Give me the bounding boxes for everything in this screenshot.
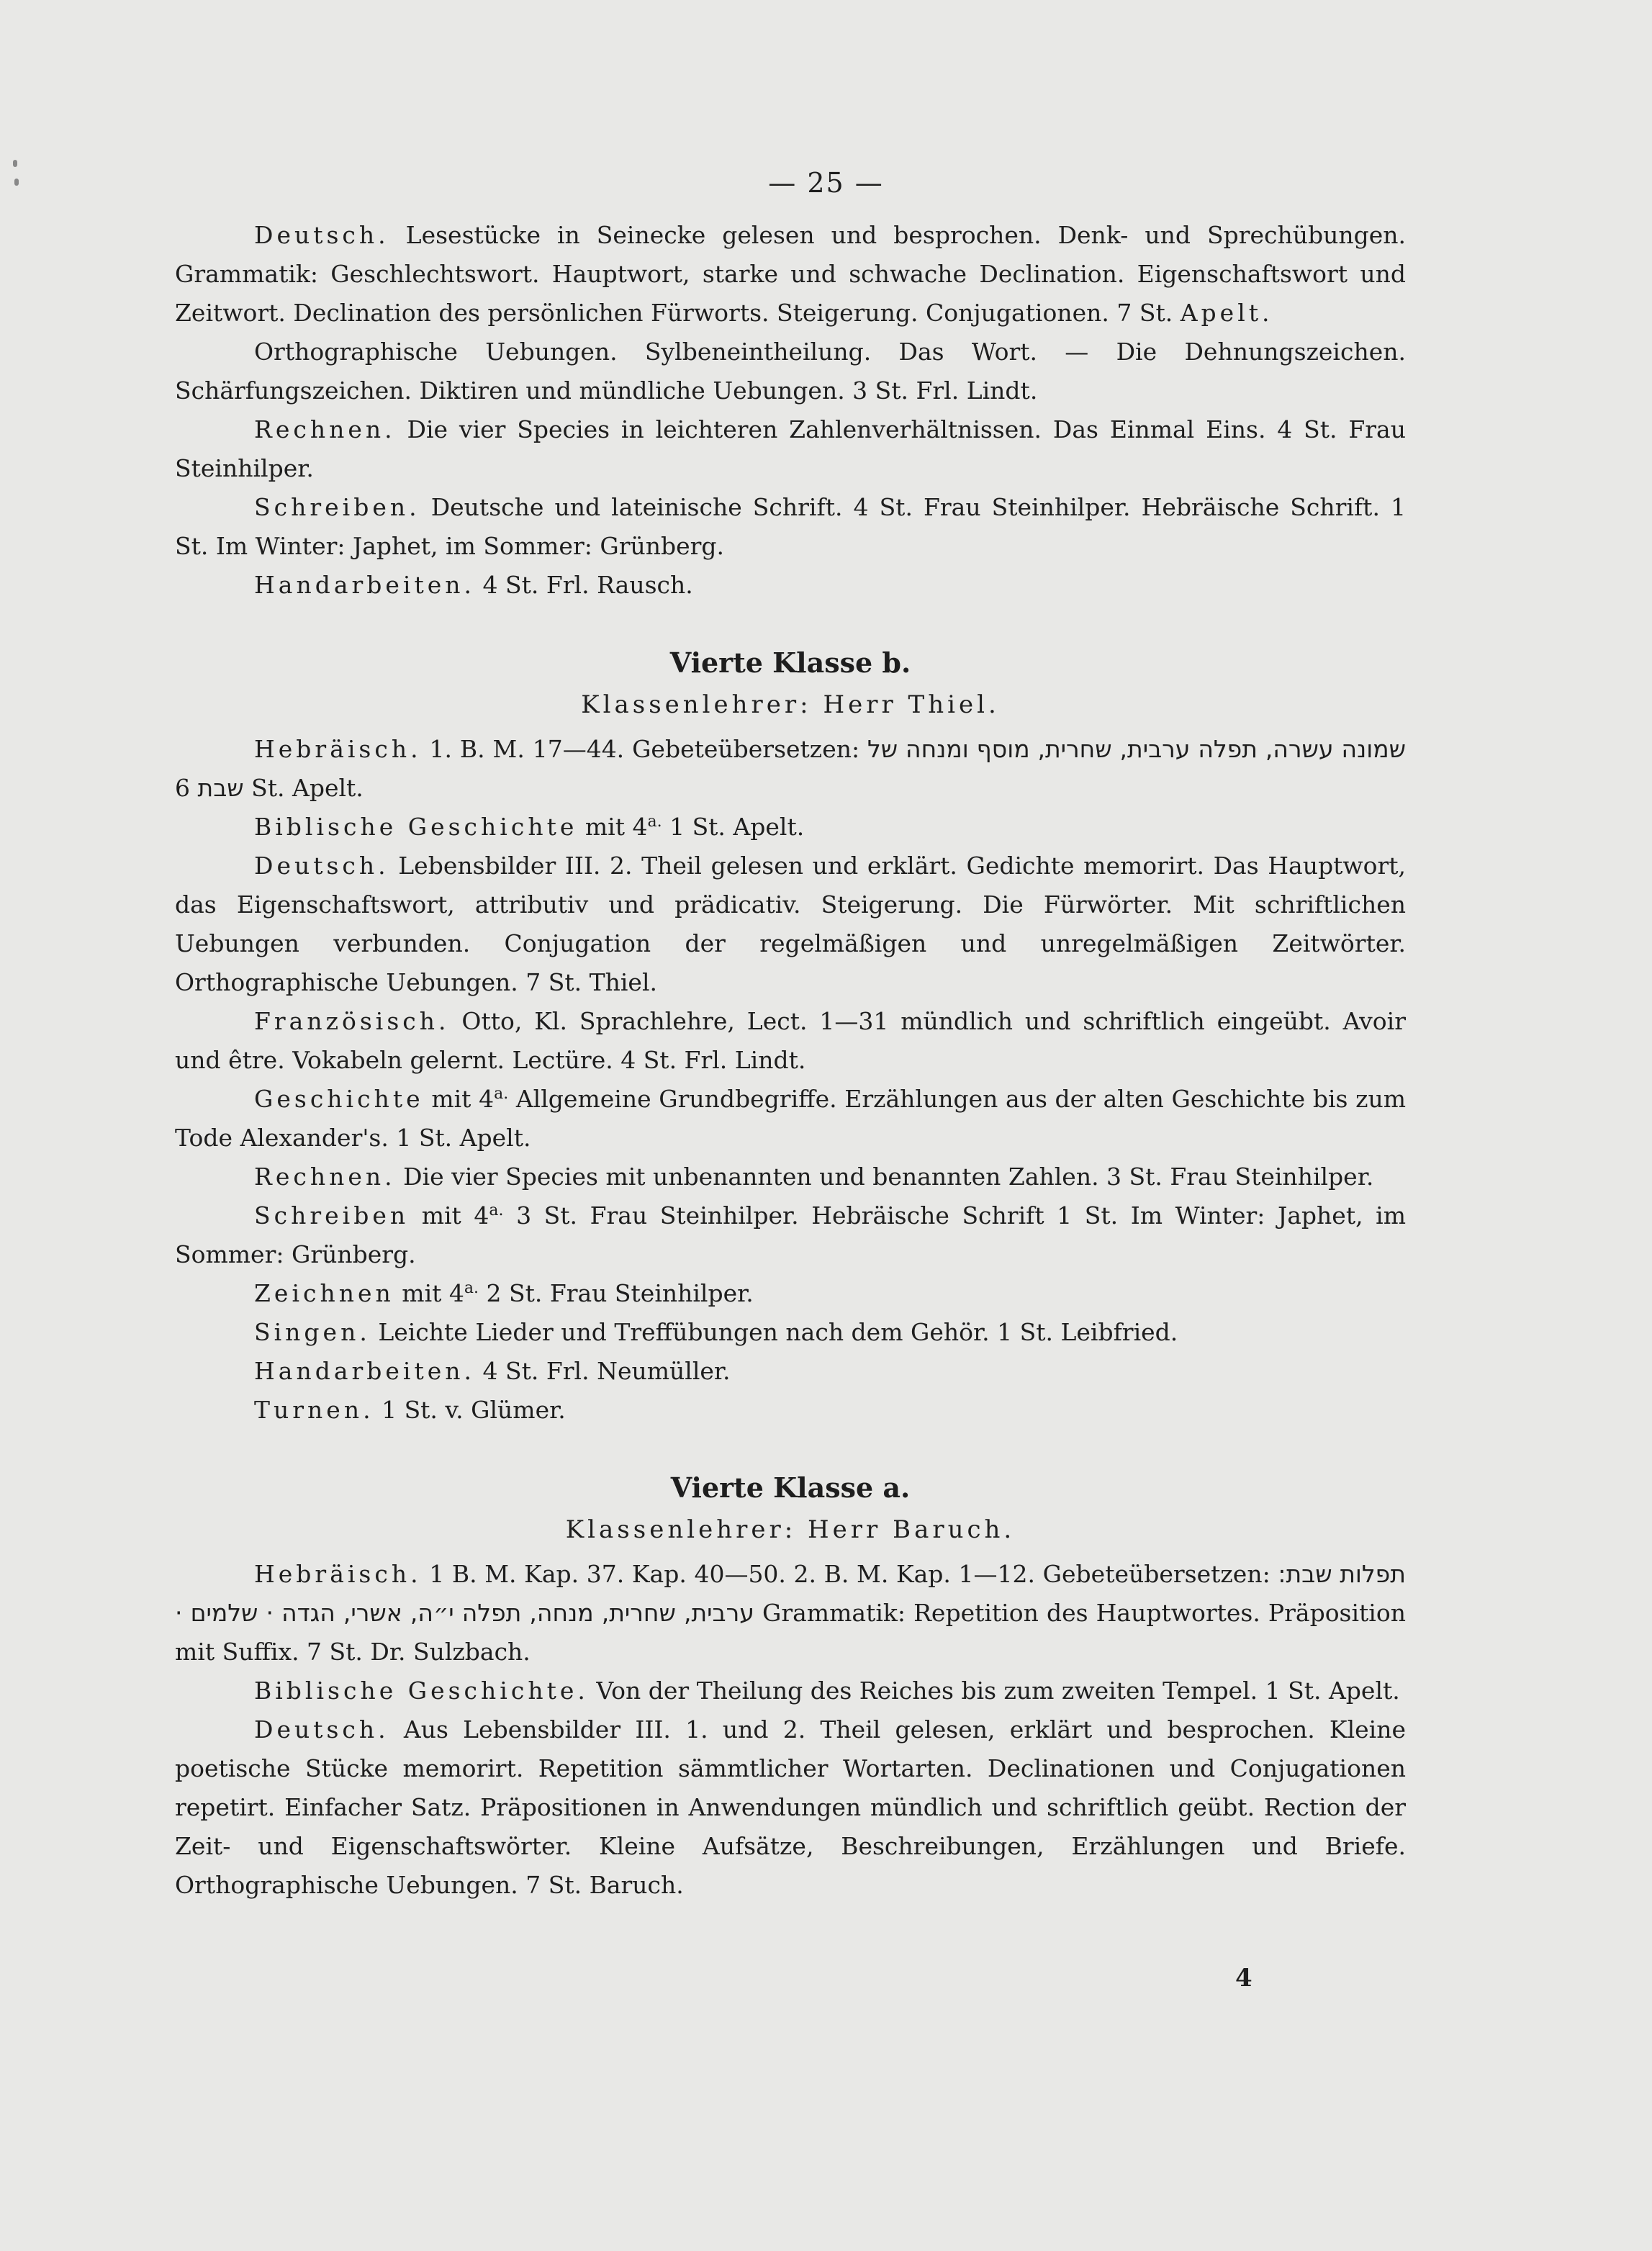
paragraph-deutsch [175,216,1406,333]
paragraph-text: Aus Lebensbilder III. 1. und 2. Theil gelesen, erklärt und besprochen. Kleine poetische Stücke memorirt. Repetition sämmtlicher Wortarten. Declinationen und Conjugationen repetirt. Einfacher Satz. Präpositionen in Anwendungen mündlich und schriftlich geübt. Rection der Zeit- und Eigenschaftswörter. Kleine Aufsätze, Beschreibungen, Erzählungen und Briefe. Orthographische Uebungen. 7 St. Baruch. [175,1715,1406,1899]
subject-label: Singen. [254,1318,371,1346]
section-heading-class-a: Vierte Klasse a. [670,1471,911,1504]
paragraph-text: 4 St. Frl. Rausch. [482,571,693,599]
paragraph-geschichte [175,1080,1406,1158]
paragraph-text: 4 St. Frl. Neumüller. [482,1357,731,1385]
combined-with: mit 4 [421,1201,489,1230]
class-superscript: a. [494,1085,509,1103]
paragraph-text: 1 B. M. Kap. 37. Kap. 40—50. 2. B. M. Kap. 1—12. Gebeteübersetzen: [429,1560,1270,1588]
paragraph-turnen [175,1391,1406,1430]
subject-label: Hebräisch. [254,735,422,763]
paragraph-text: Orthographische Uebungen. Sylbeneintheilung. Das Wort. — Die Dehnungszeichen. Schärfungszeichen. Diktiren und mündliche Uebungen. 3 St. Frl. Lindt. [175,338,1406,405]
combined-with: mit 4 [402,1279,464,1307]
subject-label: Geschichte [254,1085,424,1113]
paragraph-biblische-geschichte [175,808,1406,847]
paragraph-schreiben [175,1196,1406,1274]
paragraph-text: Grammatik: Repetition des Hauptwortes. Präposition mit Suffix. 7 St. Dr. Sulzbach. [175,1599,1406,1666]
hebrew-text: שמונה עשרה, תפלה ערבית, שחרית, מוסף ומנחה של שבת [197,735,1407,802]
paragraph-hebraeisch [175,1555,1406,1672]
paragraph-hebraeisch [175,730,1406,808]
paragraph-text: 3 St. Frau Steinhilper. Hebräische Schrift 1 St. Im Winter: Japhet, im Sommer: Grünberg. [175,1201,1407,1268]
subject-label: Zeichnen [254,1279,394,1307]
subject-label: Handarbeiten. [254,571,476,599]
paragraph-text: Allgemeine Grundbegriffe. Erzählungen aus der alten Geschichte bis zum Tode Alexander's. 1 St. Apelt. [175,1085,1407,1152]
paragraph-text: Lesestücke in Seinecke gelesen und besprochen. Denk- und Sprechübungen. Grammatik: Geschlechtswort. Hauptwort, starke und schwache Declination. Eigenschaftswort und Zeitwort. Declination des persönlichen Fürworts. Steigerung. Conjugationen. 7 St. [175,221,1407,327]
subject-label: Biblische Geschichte. [254,1677,589,1705]
subject-label: Französisch. [254,1007,450,1035]
paragraph-deutsch [175,847,1406,1002]
class-teacher-line: Klassenlehrer: Herr Thiel. [581,690,1000,719]
paragraph-text: Von der Theilung des Reiches bis zum zweiten Tempel. 1 St. Apelt. [596,1677,1400,1705]
paragraph-rechnen [175,410,1406,488]
paragraph-text: Die vier Species in leichteren Zahlenverhältnissen. Das Einmal Eins. 4 St. Frau Steinhilper. [175,415,1406,482]
page-body [175,216,1406,1905]
subject-label: Handarbeiten. [254,1357,476,1385]
paragraph-text: Otto, Kl. Sprachlehre, Lect. 1—31 mündlich und schriftlich eingeübt. Avoir und être. Vokabeln gelernt. Lectüre. 4 St. Frl. Lindt. [175,1007,1406,1074]
paragraph-text: 6 St. Apelt. [175,774,364,802]
paragraph-singen [175,1313,1406,1352]
combined-with: mit 4 [584,813,648,841]
section-heading-class-b: Vierte Klasse b. [669,646,911,679]
paragraph-deutsch [175,1710,1406,1905]
combined-with: mit 4 [431,1085,495,1113]
paragraph-zeichnen [175,1274,1406,1313]
teacher-name: Apelt. [1180,299,1273,327]
paragraph-rechnen [175,1158,1406,1196]
subject-label: Deutsch. [254,852,389,880]
paragraph-text: 1 St. v. Glümer. [382,1396,566,1424]
paragraph-text: Leichte Lieder und Treffübungen nach dem Gehör. 1 St. Leibfried. [378,1318,1178,1346]
subject-label: Rechnen. [254,415,396,443]
paragraph-text: Deutsche und lateinische Schrift. 4 St. Frau Steinhilper. Hebräische Schrift. 1 St. Im Winter: Japhet, im Sommer: Grünberg. [175,493,1406,560]
scan-speck [13,160,17,167]
subject-label: Schreiben. [254,493,420,521]
paragraph-text: 1 St. Apelt. [669,813,805,841]
page-number: — 25 — [768,167,884,199]
paragraph-text: 1. B. M. 17—44. Gebeteübersetzen: [429,735,860,763]
class-superscript: a. [489,1201,504,1219]
paragraph-handarbeiten [175,1352,1406,1391]
subject-label: Deutsch. [254,1715,389,1743]
paragraph-text: 2 St. Frau Steinhilper. [486,1279,754,1307]
subject-label: Hebräisch. [254,1560,422,1588]
paragraph-text: Lebensbilder III. 2. Theil gelesen und erklärt. Gedichte memorirt. Das Hauptwort, das Eigenschaftswort, attributiv und prädicativ. Steigerung. Die Fürwörter. Mit schriftlichen Uebungen verbunden. Conjugation der regelmäßigen und unregelmäßigen Zeitwörter. Orthographische Uebungen. 7 St. Thiel. [175,852,1406,996]
paragraph-handarbeiten [175,566,1406,605]
subject-label: Biblische Geschichte [254,813,578,841]
subject-label: Deutsch. [254,221,389,249]
class-superscript: a. [464,1279,479,1297]
subject-label: Rechnen. [254,1163,396,1191]
hebrew-text: תפלות שבת: ערבית, שחרית, מנחה, תפלה י״ה, אשרי, הגדה · שלמים · [175,1560,1406,1627]
paragraph-schreiben [175,488,1406,566]
paragraph-text: Die vier Species mit unbenannten und benannten Zahlen. 3 St. Frau Steinhilper. [403,1163,1374,1191]
class-teacher-line: Klassenlehrer: Herr Baruch. [565,1515,1016,1544]
subject-label: Schreiben [254,1201,410,1230]
paragraph-orthographie [175,333,1406,410]
subject-label: Turnen. [254,1396,374,1424]
paragraph-franzoesisch [175,1002,1406,1080]
paragraph-biblische-geschichte [175,1672,1406,1710]
signature-number: 4 [1235,1964,1252,1993]
class-superscript: a. [647,813,662,831]
